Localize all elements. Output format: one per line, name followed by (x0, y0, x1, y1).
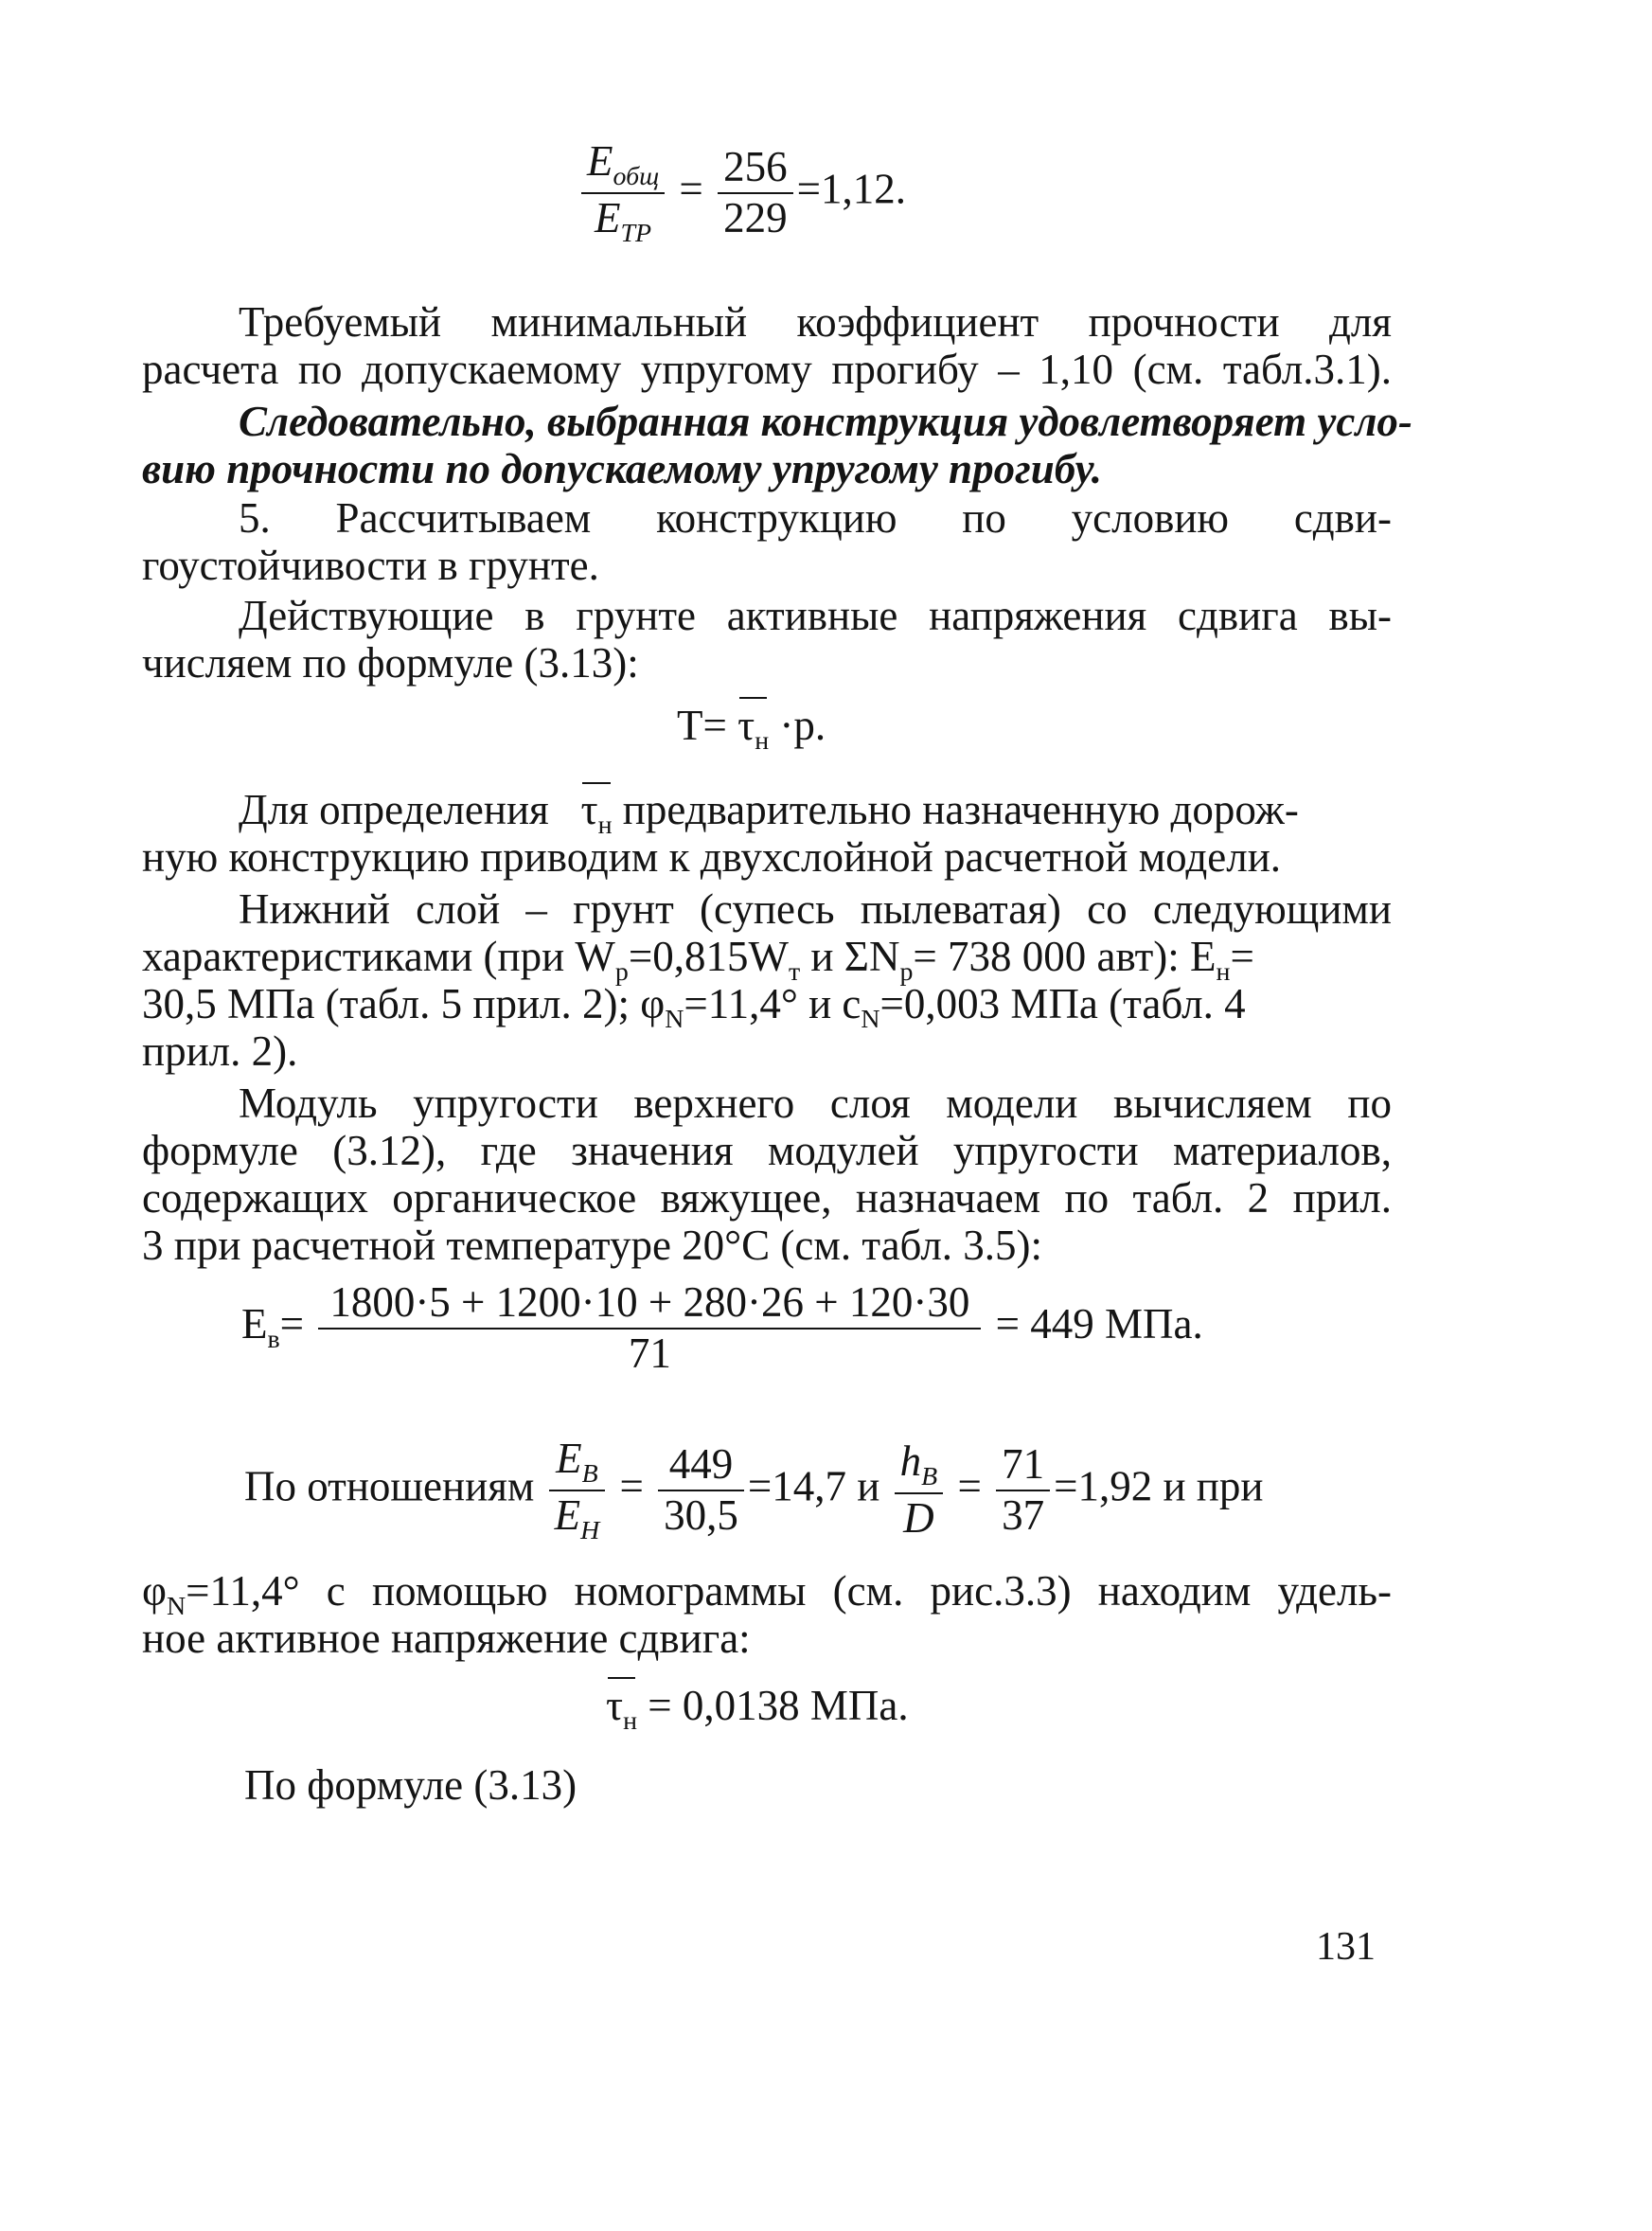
fraction-hb-d: $\frac{h_B}{D}$ (895, 1437, 944, 1544)
para6-line2: характеристиками (при $W_p=0,815W_т$ и $\Sigma N_p= 738$ 000 авт): $E_н=$ (142, 933, 1254, 987)
fraction-449-305: $\frac{449}{30,5}$ (658, 1440, 744, 1541)
para7-line3: содержащих органическое вяжущее, назначаем по табл. 2 прил. (142, 1174, 1392, 1222)
para5-line2: ную конструкцию приводим к двухслойной расчетной модели. (142, 833, 1282, 881)
para4-line2: числяем по формуле (3.13): (142, 639, 639, 687)
para8-line1: $\varphi_N=11,4^\circ$ с помощью номограммы (см. рис.3.3) находим удель- (142, 1567, 1392, 1621)
para7-line1: Модуль упругости верхнего слоя модели вычисляем по (239, 1080, 1392, 1127)
para6-line3: 30,5 МПа (табл. 5 прил. 2); $\varphi_N=11,4^\circ$ и $c_N=0,003$ МПа (табл. 4 (142, 980, 1246, 1034)
fraction-256-229: $\frac{256}{229}$ (718, 143, 793, 243)
para7-line2: формуле (3.12), где значения модулей упругости материалов, (142, 1127, 1392, 1174)
para8-line2: ное активное напряжение сдвига: (142, 1615, 751, 1662)
para7-line4: 3 при расчетной температуре 20°C (см. табл. 3.5): (142, 1222, 1043, 1269)
equation-tau-value: $\tau_н = 0,0138$ МПа. (606, 1682, 909, 1736)
para2-line1: Следовательно, выбранная конструкция удовлетворяет усло- (239, 398, 1412, 445)
fraction-71-37: $\frac{71}{37}$ (996, 1440, 1050, 1541)
equation-stiffness-ratio: $\frac{E_{общ}}{E_{ТР}}$ = $\frac{256}{229}$ =1,12. (577, 137, 906, 249)
page-number: 131 (1316, 1925, 1376, 1969)
equation-ratios: По отношениям $\frac{E_B}{E_H}$ = $\frac{449}{30,5}$ =14,7 и $\frac{h_B}{D}$ = $\frac{71}{37}$ =1,92 и при (244, 1435, 1264, 1546)
para6-line1: Нижний слой – грунт (супесь пылеватая) со следующими (239, 885, 1392, 933)
para6-line4: прил. 2). (142, 1027, 298, 1075)
para2-line2: вию прочности по допускаемому упругому прогибу. (142, 445, 1102, 492)
para1-line2: расчета по допускаемому упругому прогибу – 1,10 (см. табл.3.1). (142, 346, 1392, 393)
equation-shear-stress: $T= \tau_н \cdot p$. (677, 702, 826, 756)
tau-symbol: $\tau_н$ (737, 702, 770, 756)
fraction-e-ratio: $\frac{E_{общ}}{E_{ТР}}$ (581, 137, 665, 249)
equation-upper-modulus: $E_в=$ $\frac{1800\cdot 5 + 1200\cdot 10 + 280\cdot 26 + 120\cdot 30}{71}$ = 449 МПа. (241, 1278, 1203, 1377)
fraction-eb-eh: $\frac{E_B}{E_H}$ (549, 1435, 606, 1546)
para1-line1: Требуемый минимальный коэффициент прочности для (239, 298, 1392, 346)
para4-line1: Действующие в грунте активные напряжения сдвига вы- (239, 592, 1392, 639)
para9-line1: По формуле (3.13) (244, 1761, 577, 1809)
para3-line1: 5. Рассчитываем конструкцию по условию сдви- (239, 494, 1392, 542)
para3-line2: гоустойчивости в грунте. (142, 542, 599, 589)
para5-line1: Для определения $\tau_н$ предварительно назначенную дорож- (239, 786, 1392, 849)
fraction-upper-modulus: $\frac{1800\cdot 5 + 1200\cdot 10 + 280\cdot 26 + 120\cdot 30}{71}$ (318, 1278, 981, 1379)
